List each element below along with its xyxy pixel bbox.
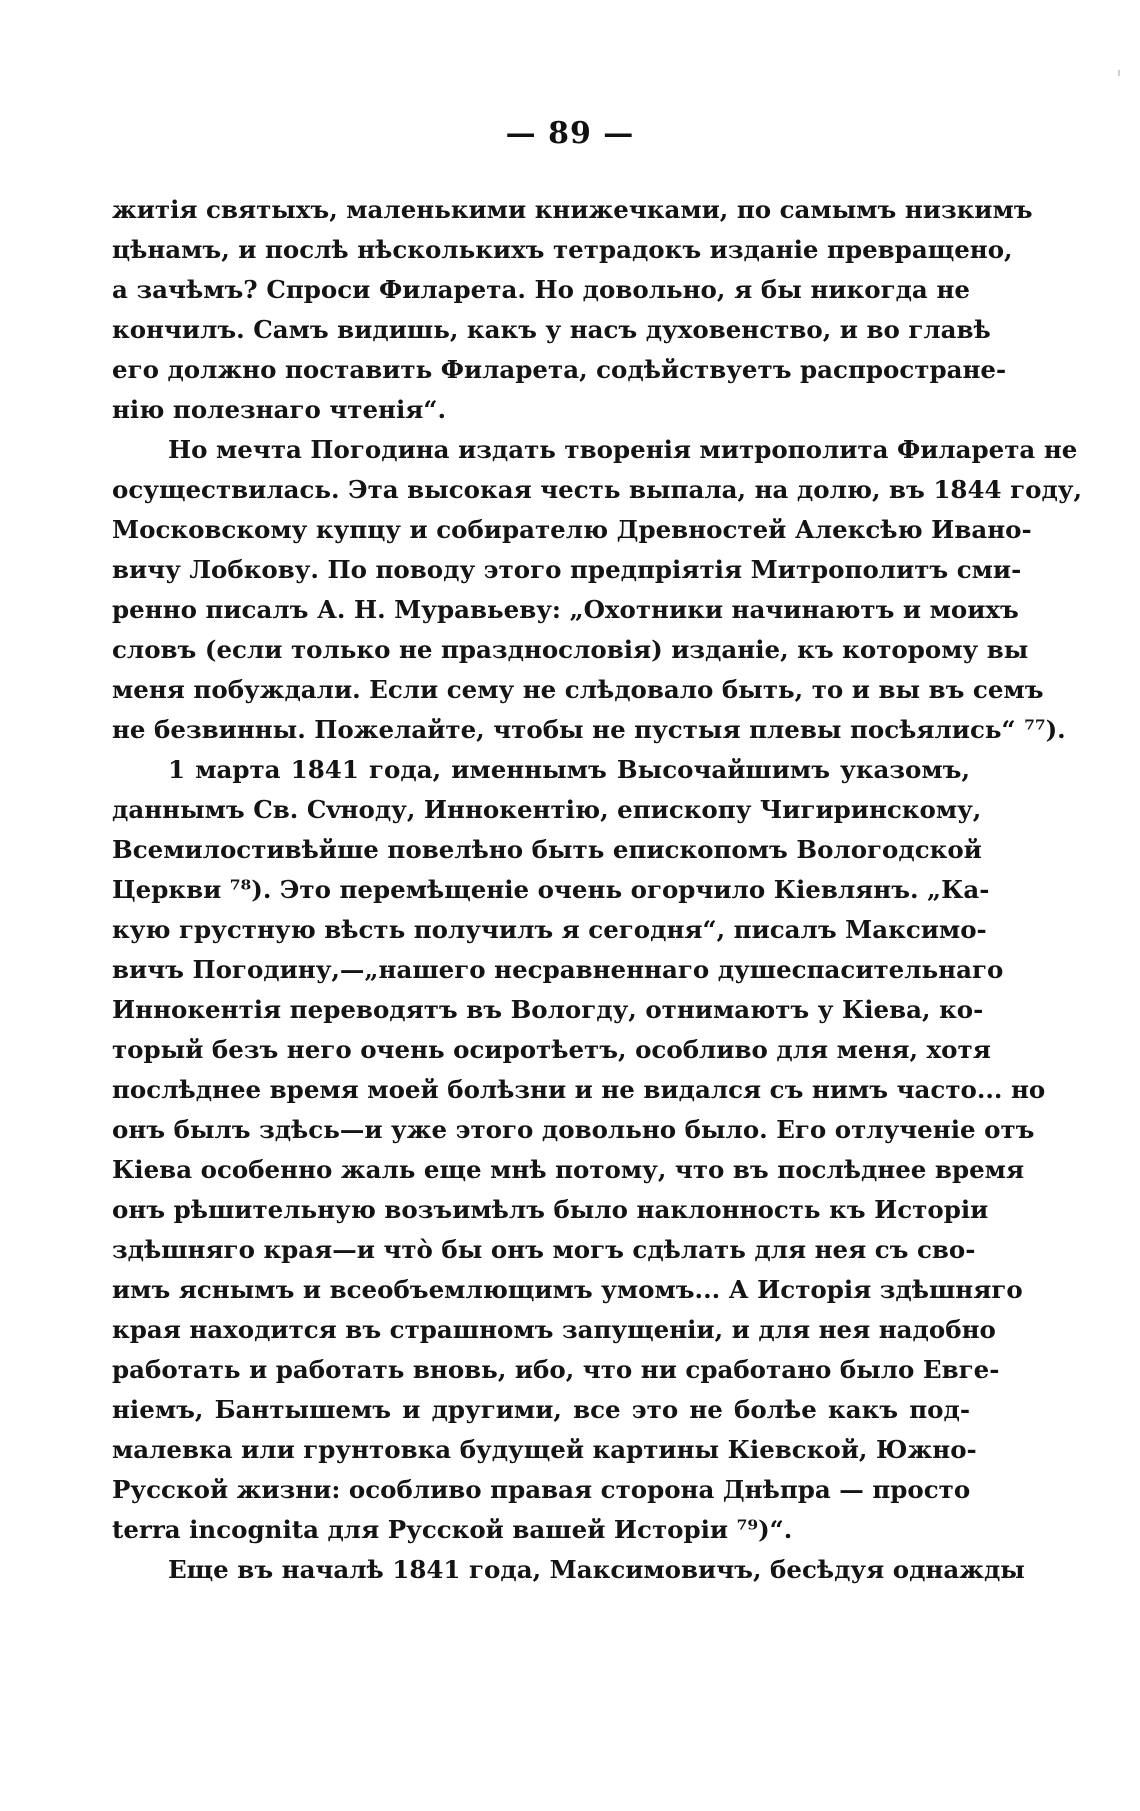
text-line: житія святыхъ, маленькими книжечками, по самымъ низкимъ — [112, 195, 1033, 224]
text-line: онъ рѣшительную возъимѣлъ было наклонность къ Исторіи — [112, 1195, 989, 1224]
text-line: вичу Лобкову. По поводу этого предпріятія Митрополитъ сми- — [112, 555, 1022, 584]
text-line: осуществилась. Эта высокая честь выпала, на долю, въ 1844 году, — [112, 475, 1082, 504]
text-line: Церкви ⁷⁸). Это перемѣщеніе очень огорчило Кіевлянъ. „Ка- — [112, 875, 990, 904]
text-line: Кіева особенно жаль еще мнѣ потому, что въ послѣднее время — [112, 1155, 1025, 1184]
text-line: здѣшняго края—и что̀ бы онъ могъ сдѣлать для нея съ сво- — [112, 1235, 976, 1264]
text-line: ніемъ, Бантышемъ и другими, все это не болѣе какъ под- — [112, 1395, 970, 1424]
paragraph-start-line: 1 марта 1841 года, именнымъ Высочайшимъ указомъ, — [168, 755, 970, 784]
text-line: меня побуждали. Если сему не слѣдовало быть, то и вы въ семъ — [112, 675, 1044, 704]
body-text — [112, 190, 1082, 1590]
text-line: имъ яснымъ и всеобъемлющимъ умомъ... А Исторія здѣшняго — [112, 1275, 1023, 1304]
text-line: его должно поставить Филарета, содѣйствуетъ распростране- — [112, 355, 1007, 384]
paragraph-start-line: Еще въ началѣ 1841 года, Максимовичъ, бесѣдуя однажды — [168, 1555, 1025, 1584]
text-line: словъ (если только не празднословія) изданіе, къ которому вы — [112, 635, 1029, 664]
text-line: малевка или грунтовка будущей картины Кіевской, Южно- — [112, 1435, 977, 1464]
text-line: не безвинны. Пожелайте, чтобы не пустыя плевы посѣялись“ ⁷⁷). — [112, 715, 1066, 744]
text-line: даннымъ Св. Сvноду, Иннокентію, епископу Чигиринскому, — [112, 795, 982, 824]
margin-mark — [1118, 70, 1120, 76]
text-line: цѣнамъ, и послѣ нѣсколькихъ тетрадокъ изданіе превращено, — [112, 235, 1013, 264]
page-number: — 89 — — [505, 116, 635, 151]
text-line: ренно писалъ А. Н. Муравьеву: „Охотники начинаютъ и моихъ — [112, 595, 1019, 624]
text-line: а зачѣмъ? Спроси Филарета. Но довольно, я бы никогда не — [112, 275, 970, 304]
text-line: торый безъ него очень осиротѣетъ, особливо для меня, хотя — [112, 1035, 991, 1064]
text-line: Всемилостивѣйше повелѣно быть епископомъ Вологодской — [112, 835, 982, 864]
text-line: вичъ Погодину,—„нашего несравненнаго душеспасительнаго — [112, 955, 1004, 984]
text-line: кончилъ. Самъ видишь, какъ у насъ духовенство, и во главѣ — [112, 315, 991, 344]
text-line: онъ былъ здѣсь—и уже этого довольно было. Его отлученіе отъ — [112, 1115, 1035, 1144]
paragraph-start-line: Но мечта Погодина издать творенія митрополита Филарета не — [168, 435, 1078, 464]
text-line: Иннокентія переводятъ въ Вологду, отнимаютъ у Кіева, ко- — [112, 995, 984, 1024]
text-line: нію полезнаго чтенія“. — [112, 395, 447, 424]
text-line: Русской жизни: особливо правая сторона Днѣпра — просто — [112, 1475, 971, 1504]
text-line: работать и работать вновь, ибо, что ни сработано было Евге- — [112, 1355, 1000, 1384]
text-line: terra incognita для Русской вашей Исторіи ⁷⁹)“. — [112, 1515, 793, 1544]
text-line: Московскому купцу и собирателю Древностей Алексѣю Ивано- — [112, 515, 1032, 544]
text-line: края находится въ страшномъ запущеніи, и для нея надобно — [112, 1315, 996, 1344]
text-line: кую грустную вѣсть получилъ я сегодня“, писалъ Максимо- — [112, 915, 987, 944]
text-line: послѣднее время моей болѣзни и не видался съ нимъ часто... но — [112, 1075, 1046, 1104]
